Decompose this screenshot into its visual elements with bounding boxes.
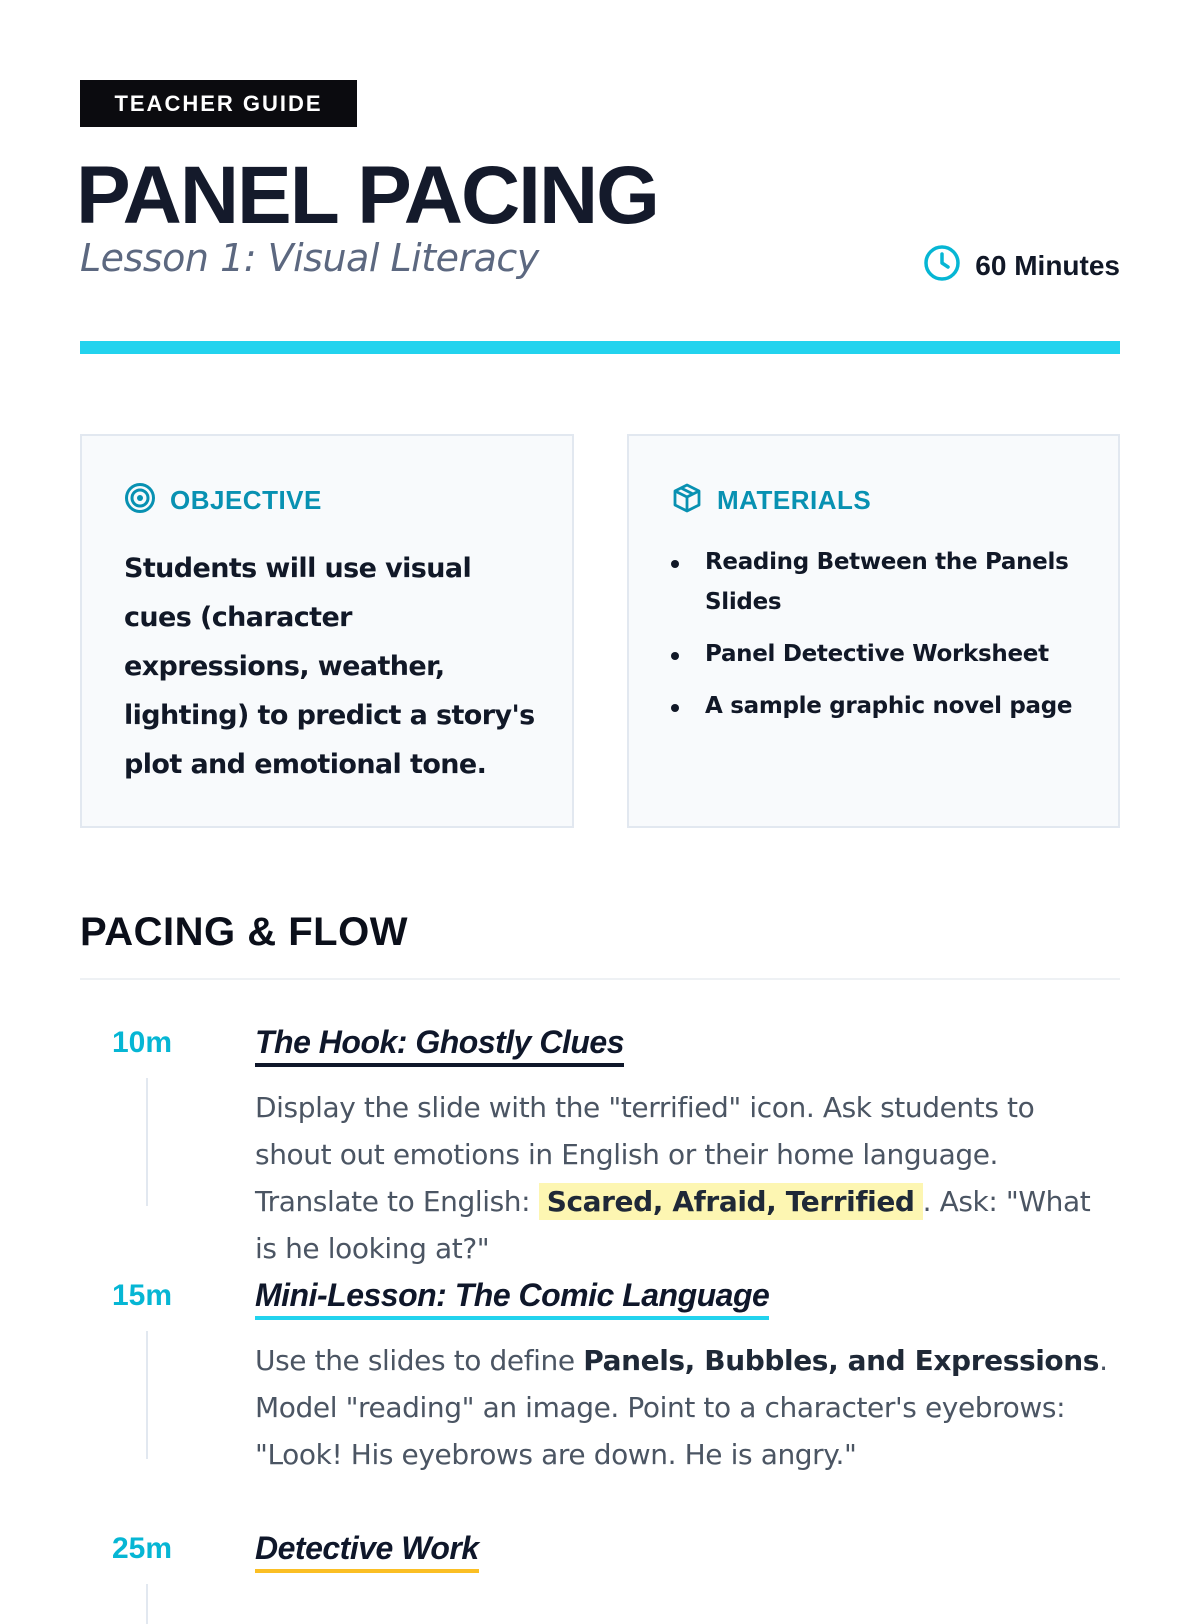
materials-card — [627, 434, 1120, 828]
step-time: 10m — [112, 1026, 173, 1059]
step-body-text: Display the slide with the "terrified" icon. Ask students to shout out emotions in English or their home language. Translate to English: — [255, 1091, 1035, 1218]
target-icon — [124, 482, 156, 519]
list-item: Reading Between the Panels Slides — [669, 542, 1089, 622]
pacing-section-title: PACING & FLOW — [80, 910, 408, 954]
list-item: Panel Detective Worksheet — [669, 634, 1089, 674]
timeline-line — [146, 1584, 148, 1624]
step-body — [255, 1084, 1115, 1272]
duration — [923, 244, 1120, 287]
objective-card — [80, 434, 574, 828]
step-time: 15m — [112, 1279, 173, 1312]
timeline-line — [146, 1331, 148, 1459]
materials-list — [669, 542, 1089, 738]
step-body-text: . Ask: "What is he looking at?" — [255, 1185, 1091, 1265]
vocab-highlight: Scared, Afraid, Terrified — [539, 1183, 923, 1220]
page-title: PANEL PACING — [76, 150, 658, 241]
timeline-line — [146, 1078, 148, 1206]
objective-label: OBJECTIVE — [170, 485, 322, 515]
duration-label: 60 Minutes — [975, 249, 1120, 281]
step-time: 25m — [112, 1532, 173, 1565]
teacher-guide-tag: TEACHER GUIDE — [80, 80, 357, 127]
step-body-text: Use the slides to define — [255, 1344, 584, 1377]
section-divider — [80, 978, 1120, 980]
list-item: A sample graphic novel page — [669, 686, 1089, 726]
clock-icon — [923, 244, 961, 287]
box-icon — [671, 482, 703, 519]
step-title: Mini-Lesson: The Comic Language — [255, 1277, 769, 1320]
step-title: Detective Work — [255, 1530, 479, 1573]
objective-text: Students will use visual cues (character expressions, weather, lighting) to predict a story's plot and emotional tone. — [124, 553, 535, 780]
step-body — [255, 1337, 1115, 1478]
materials-label: MATERIALS — [717, 485, 872, 515]
materials-header — [671, 482, 871, 519]
lesson-subtitle: Lesson 1: Visual Literacy — [80, 236, 539, 280]
step-body-strong: Panels, Bubbles, and Expressions — [583, 1344, 1100, 1377]
accent-divider — [80, 341, 1120, 354]
objective-header — [124, 482, 322, 519]
step-body-text: . Model "reading" an image. Point to a character's eyebrows: "Look! His eyebrows are down. He is angry." — [255, 1344, 1108, 1471]
step-title: The Hook: Ghostly Clues — [255, 1024, 624, 1067]
